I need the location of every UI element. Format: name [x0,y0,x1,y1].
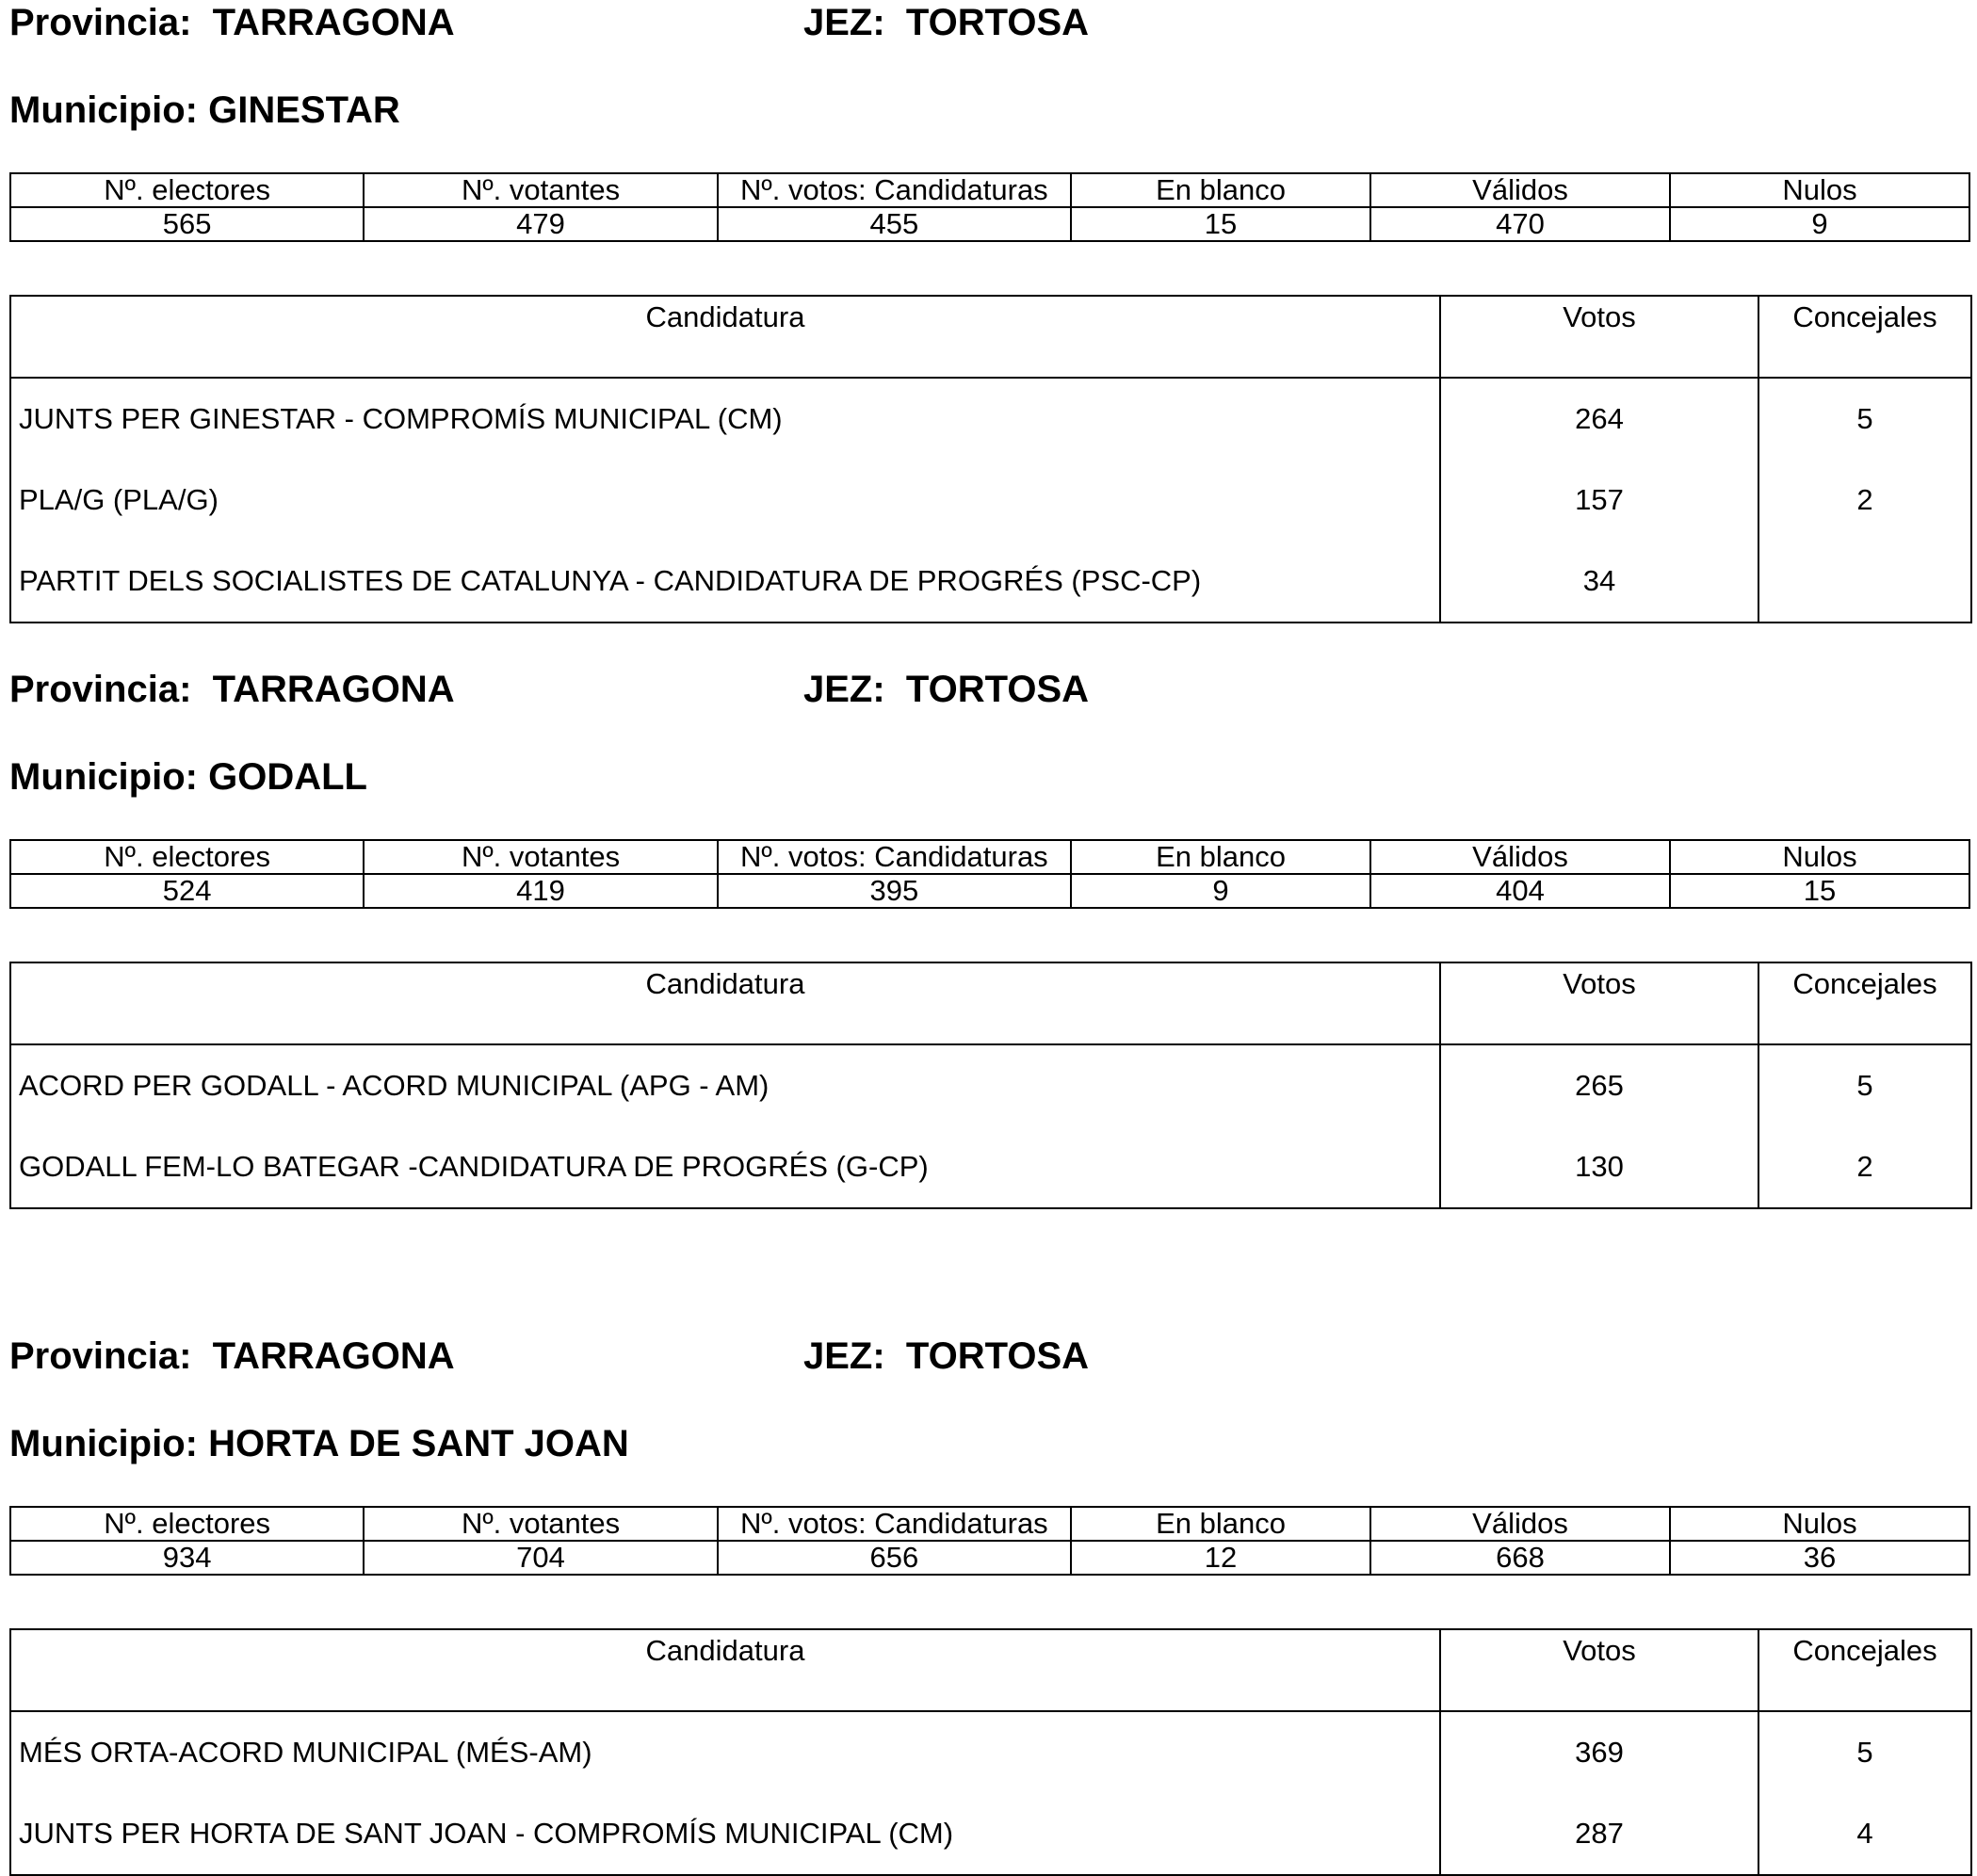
value-en-blanco: 15 [1071,207,1370,241]
candidatura-name: GODALL FEM-LO BATEGAR -CANDIDATURA DE PROGRÉS (G-CP) [10,1126,1440,1208]
provincia-label: Provincia: TARRAGONA [9,669,455,710]
value-votantes: 479 [364,207,717,241]
header-votos: Votos [1440,962,1758,1044]
value-votos-candidaturas: 455 [718,207,1071,241]
stats-value-row [10,207,1969,241]
municipio-section-ginestar [9,0,1970,622]
value-nulos: 36 [1670,1541,1969,1575]
value-electores: 934 [10,1541,364,1575]
value-nulos: 9 [1670,207,1969,241]
value-votos-candidaturas: 656 [718,1541,1071,1575]
value-validos: 668 [1370,1541,1670,1575]
header-electores: Nº. electores [10,1507,364,1541]
provincia-label: Provincia: TARRAGONA [9,2,455,43]
header-validos: Válidos [1370,1507,1670,1541]
header-nulos: Nulos [1670,840,1969,874]
candidaturas-table [9,962,1972,1209]
header-en-blanco: En blanco [1071,1507,1370,1541]
stats-header-row [10,840,1969,874]
value-validos: 470 [1370,207,1670,241]
candidatura-concejales: 2 [1758,1126,1971,1208]
candidatura-name: MÉS ORTA-ACORD MUNICIPAL (MÉS-AM) [10,1711,1440,1793]
header-concejales: Concejales [1758,962,1971,1044]
candidatura-name: JUNTS PER HORTA DE SANT JOAN - COMPROMÍS MUNICIPAL (CM) [10,1793,1440,1875]
header-candidatura: Candidatura [10,1629,1440,1711]
header-electores: Nº. electores [10,840,364,874]
header-en-blanco: En blanco [1071,173,1370,207]
candidaturas-header-row [10,1629,1971,1711]
candidatura-votos: 265 [1440,1044,1758,1126]
value-validos: 404 [1370,874,1670,908]
candidatura-concejales: 5 [1758,378,1971,460]
candidatura-concejales: 5 [1758,1711,1971,1793]
candidatura-name: ACORD PER GODALL - ACORD MUNICIPAL (APG - AM) [10,1044,1440,1126]
table-row [10,1711,1971,1793]
value-votantes: 419 [364,874,717,908]
candidatura-votos: 130 [1440,1126,1758,1208]
candidatura-concejales: 2 [1758,460,1971,541]
candidaturas-header-row [10,962,1971,1044]
header-validos: Válidos [1370,840,1670,874]
value-electores: 565 [10,207,364,241]
candidatura-concejales: 4 [1758,1793,1971,1875]
stats-header-row [10,1507,1969,1541]
municipio-title: Municipio: GINESTAR [9,89,400,131]
value-en-blanco: 9 [1071,874,1370,908]
table-row [10,1126,1971,1208]
header-votos-candidaturas: Nº. votos: Candidaturas [718,173,1071,207]
candidatura-name: PARTIT DELS SOCIALISTES DE CATALUNYA - CANDIDATURA DE PROGRÉS (PSC-CP) [10,541,1440,623]
provincia-label: Provincia: TARRAGONA [9,1335,455,1377]
candidaturas-table [9,295,1972,623]
header-validos: Válidos [1370,173,1670,207]
stats-value-row [10,874,1969,908]
header-votos-candidaturas: Nº. votos: Candidaturas [718,1507,1071,1541]
candidatura-name: JUNTS PER GINESTAR - COMPROMÍS MUNICIPAL (CM) [10,378,1440,460]
value-votos-candidaturas: 395 [718,874,1071,908]
stats-table [9,839,1970,909]
value-votantes: 704 [364,1541,717,1575]
candidatura-concejales: 5 [1758,1044,1971,1126]
stats-table [9,1506,1970,1576]
municipio-title: Municipio: HORTA DE SANT JOAN [9,1423,629,1464]
header-votantes: Nº. votantes [364,1507,717,1541]
municipio-section-horta-de-sant-joan [9,1334,1970,1870]
stats-table [9,172,1970,242]
table-row [10,1793,1971,1875]
value-en-blanco: 12 [1071,1541,1370,1575]
candidaturas-header-row [10,296,1971,378]
table-row [10,1044,1971,1126]
candidatura-votos: 157 [1440,460,1758,541]
table-row [10,541,1971,623]
candidatura-concejales [1758,541,1971,623]
candidatura-name: PLA/G (PLA/G) [10,460,1440,541]
header-concejales: Concejales [1758,1629,1971,1711]
header-candidatura: Candidatura [10,962,1440,1044]
header-electores: Nº. electores [10,173,364,207]
value-nulos: 15 [1670,874,1969,908]
jez-label: JEZ: TORTOSA [803,2,1090,43]
candidatura-votos: 287 [1440,1793,1758,1875]
header-nulos: Nulos [1670,1507,1969,1541]
stats-value-row [10,1541,1969,1575]
header-concejales: Concejales [1758,296,1971,378]
stats-header-row [10,173,1969,207]
header-votos: Votos [1440,1629,1758,1711]
table-row [10,378,1971,460]
header-votantes: Nº. votantes [364,840,717,874]
value-electores: 524 [10,874,364,908]
header-votos: Votos [1440,296,1758,378]
header-candidatura: Candidatura [10,296,1440,378]
candidatura-votos: 264 [1440,378,1758,460]
municipio-section-godall [9,667,1970,1251]
jez-label: JEZ: TORTOSA [803,669,1090,710]
municipio-title: Municipio: GODALL [9,756,367,798]
candidatura-votos: 34 [1440,541,1758,623]
header-votos-candidaturas: Nº. votos: Candidaturas [718,840,1071,874]
header-nulos: Nulos [1670,173,1969,207]
table-row [10,460,1971,541]
jez-label: JEZ: TORTOSA [803,1335,1090,1377]
header-votantes: Nº. votantes [364,173,717,207]
header-en-blanco: En blanco [1071,840,1370,874]
candidatura-votos: 369 [1440,1711,1758,1793]
candidaturas-table [9,1628,1972,1876]
